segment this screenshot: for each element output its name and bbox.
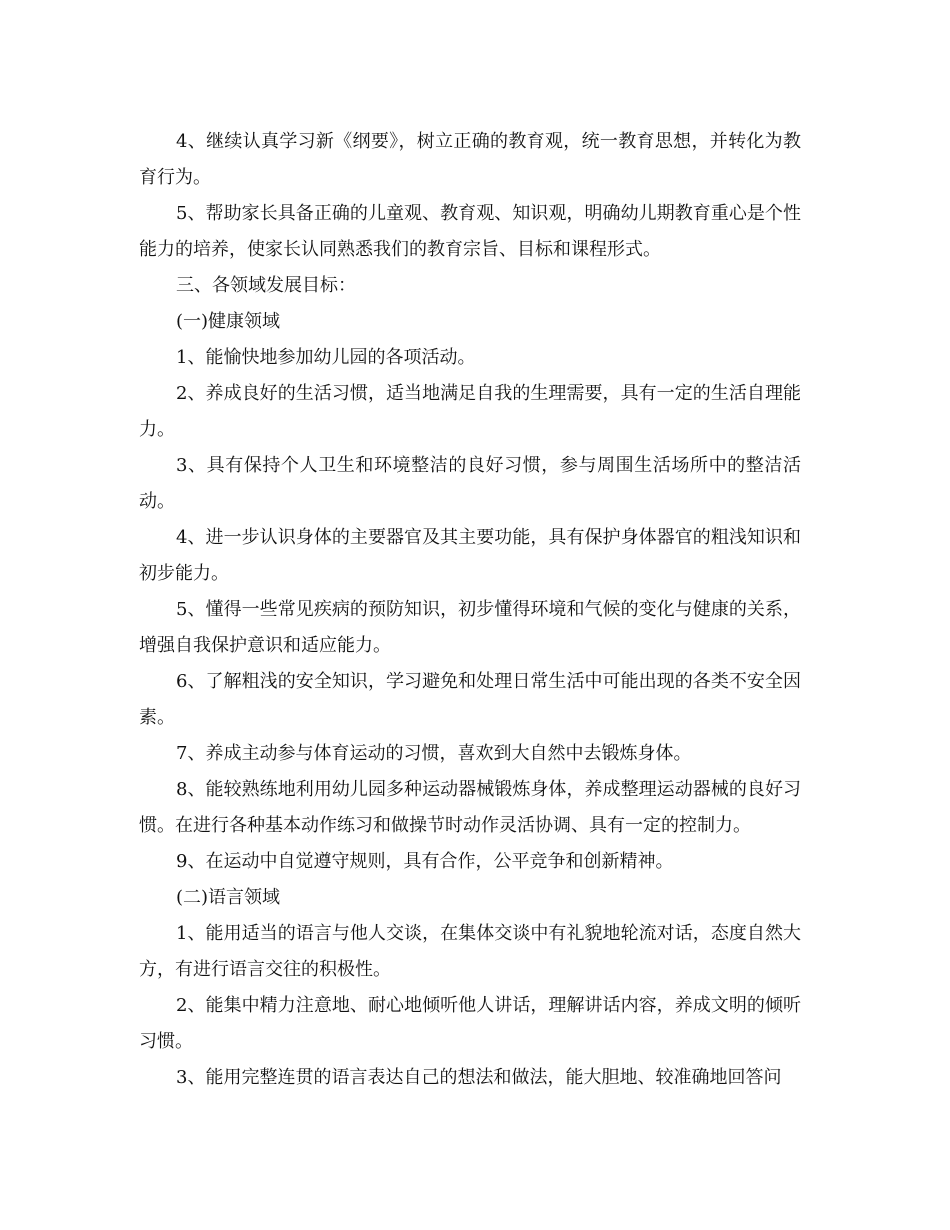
health-goal-6: 6、了解粗浅的安全知识，学习避免和处理日常生活中可能出现的各类不安全因素。 — [139, 671, 801, 728]
subsection-heading-health: (一)健康领域 — [176, 311, 281, 332]
health-goal-8: 8、能较熟练地利用幼儿园多种运动器械锻炼身体，养成整理运动器械的良好习惯。在进行各种基本动作练习和做操节时动作灵活协调、具有一定的控制力。 — [139, 779, 801, 836]
document-body — [139, 124, 801, 1096]
language-goal-3: 3、能用完整连贯的语言表达自己的想法和做法，能大胆地、较准确地回答问 — [176, 1067, 782, 1088]
health-goal-9: 9、在运动中自觉遵守规则，具有合作，公平竞争和创新精神。 — [176, 851, 674, 872]
health-goal-2: 2、养成良好的生活习惯，适当地满足自我的生理需要，具有一定的生活自理能力。 — [139, 383, 801, 440]
health-goal-4: 4、进一步认识身体的主要器官及其主要功能，具有保护身体器官的粗浅知识和初步能力。 — [139, 527, 801, 584]
health-goal-5: 5、懂得一些常见疾病的预防知识，初步懂得环境和气候的变化与健康的关系，增强自我保护意识和适应能力。 — [139, 599, 801, 656]
health-goal-7: 7、养成主动参与体育运动的习惯，喜欢到大自然中去锻炼身体。 — [176, 743, 692, 764]
health-goal-3: 3、具有保持个人卫生和环境整洁的良好习惯，参与周围生活场所中的整洁活动。 — [139, 455, 801, 512]
paragraph-item-5-parents: 5、帮助家长具备正确的儿童观、教育观、知识观，明确幼儿期教育重心是个性能力的培养，使家长认同熟悉我们的教育宗旨、目标和课程形式。 — [139, 203, 801, 260]
subsection-heading-language: (二)语言领域 — [176, 887, 281, 908]
language-goal-1: 1、能用适当的语言与他人交谈，在集体交谈中有礼貌地轮流对话，态度自然大方，有进行语言交往的积极性。 — [139, 923, 801, 980]
health-goal-1: 1、能愉快地参加幼儿园的各项活动。 — [176, 347, 476, 368]
paragraph-item-4-study: 4、继续认真学习新《纲要》，树立正确的教育观，统一教育思想，并转化为教育行为。 — [139, 131, 801, 188]
language-goal-2: 2、能集中精力注意地、耐心地倾听他人讲话，理解讲话内容，养成文明的倾听习惯。 — [139, 995, 801, 1052]
section-heading-goals: 三、各领域发展目标： — [176, 275, 356, 296]
